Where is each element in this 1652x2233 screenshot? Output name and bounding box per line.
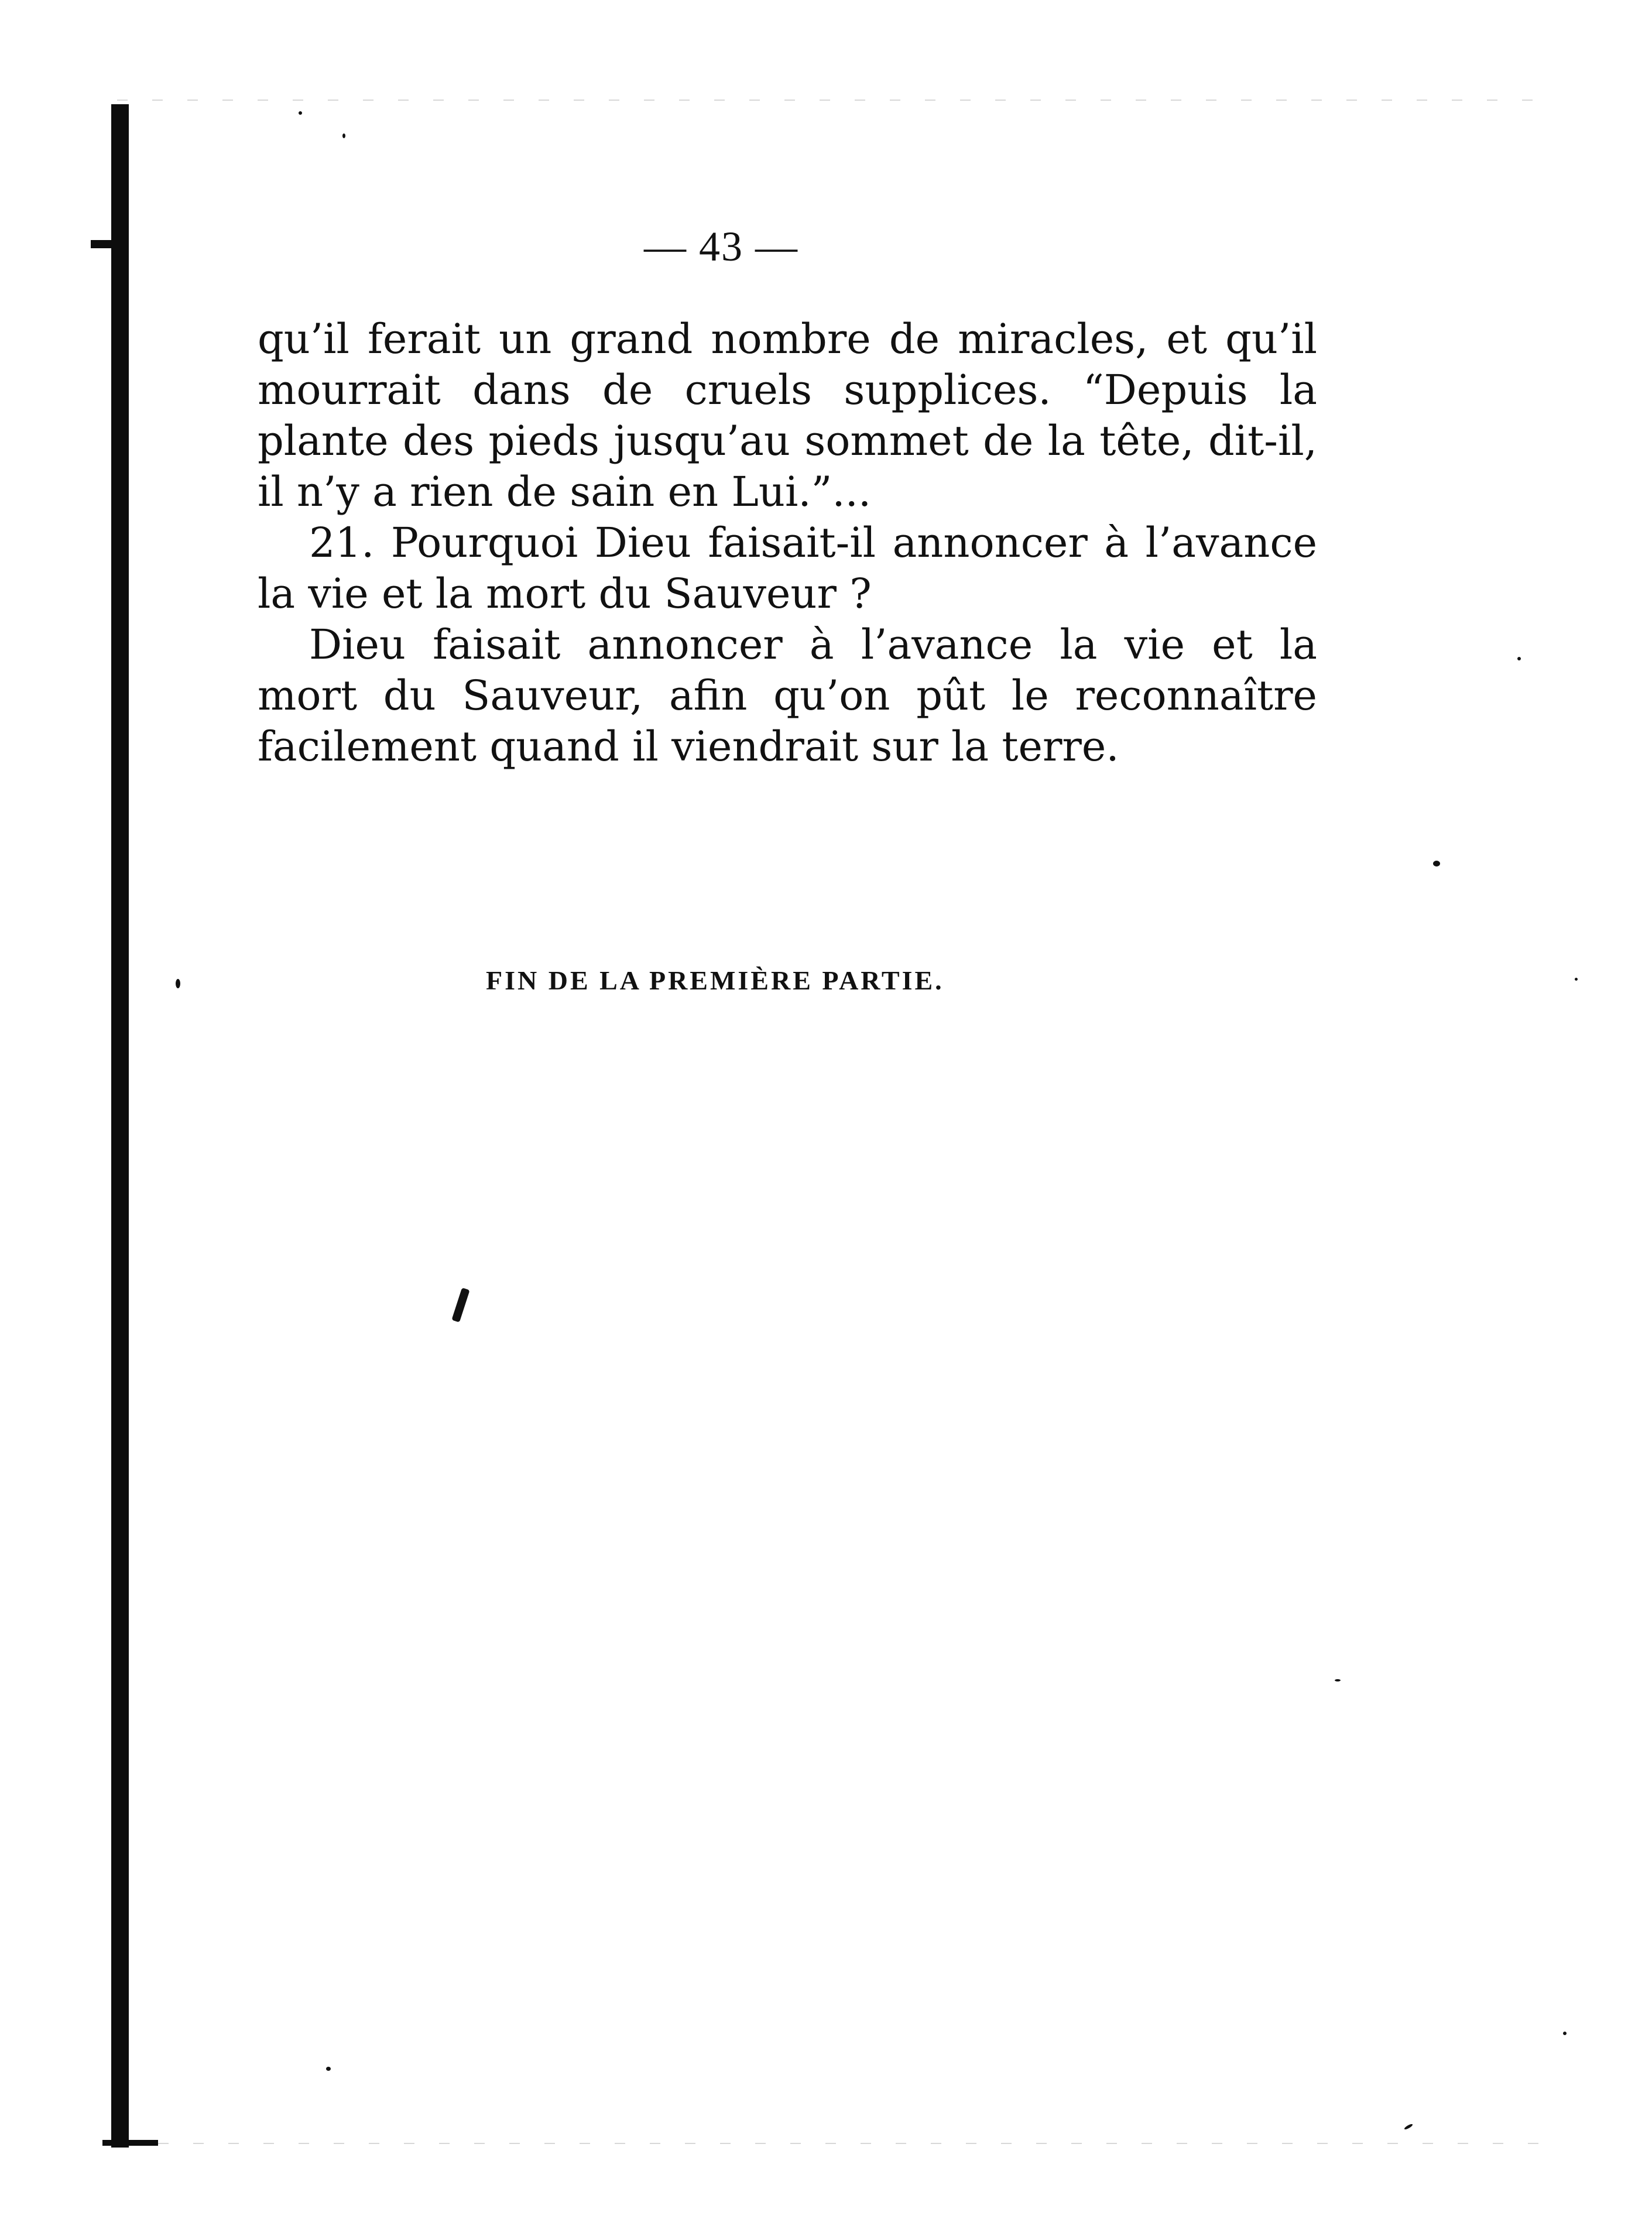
scan-speck	[1575, 978, 1578, 981]
scan-speck	[1563, 2032, 1567, 2035]
scan-speck	[1433, 861, 1440, 867]
body-text	[258, 314, 1317, 772]
scan-speck	[326, 2067, 331, 2071]
part-end-note: FIN DE LA PREMIÈRE PARTIE.	[486, 965, 944, 995]
scan-edge-top	[117, 100, 1551, 101]
scan-speck	[1404, 2123, 1413, 2130]
scan-edge-bottom	[158, 2143, 1551, 2144]
paragraph: qu’il ferait un grand nombre de miracles, et qu’il mourrait dans de cruels supplices. “Depuis la plante des pieds jusqu’au sommet de la tête, dit-il, il n’y a rien de sain en Lui.”...	[258, 315, 1317, 516]
binding-edge-mark	[102, 2140, 158, 2146]
scan-speck	[299, 111, 302, 115]
scan-speck	[176, 979, 180, 988]
answer-paragraph: Dieu faisait annoncer à l’avance la vie et la mort du Sauveur, afin qu’on pût le reconnaître facilement quand il viendrait sur la terre.	[258, 621, 1317, 770]
binding-edge-mark	[91, 240, 120, 248]
scan-speck	[342, 133, 345, 138]
page-number: — 43 —	[644, 223, 798, 270]
question-paragraph: 21. Pourquoi Dieu faisait-il annoncer à l’avance la vie et la mort du Sauveur ?	[258, 519, 1317, 618]
binding-edge	[111, 104, 129, 2148]
scan-speck	[1517, 657, 1521, 660]
scan-speck	[451, 1287, 469, 1322]
scan-speck	[1335, 1679, 1341, 1681]
